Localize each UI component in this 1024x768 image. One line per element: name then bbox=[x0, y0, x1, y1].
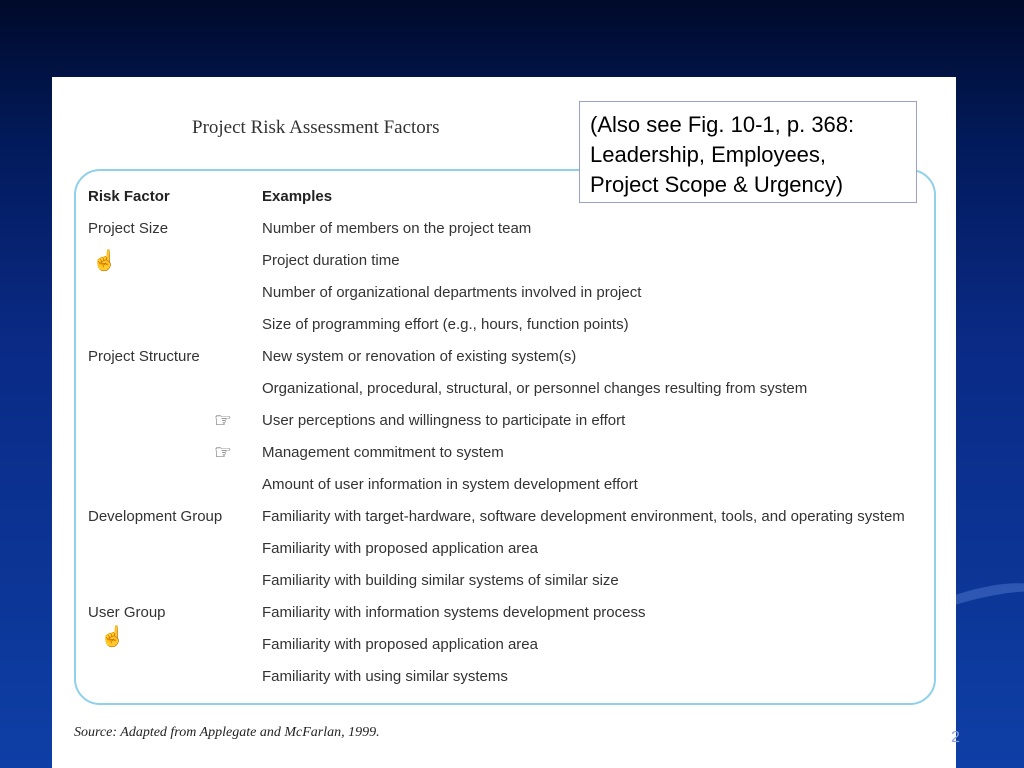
callout-line: Project Scope & Urgency) bbox=[590, 172, 844, 197]
table-row bbox=[88, 626, 924, 661]
table-row bbox=[88, 661, 924, 693]
pointing-right-hand-icon: ☞ bbox=[214, 410, 232, 432]
example-cell: Number of organizational departments involved in project bbox=[262, 284, 642, 301]
table-row bbox=[88, 501, 924, 533]
figure-title: Project Risk Assessment Factors bbox=[192, 117, 440, 138]
table-row bbox=[88, 565, 924, 597]
risk-factor-cell: Project Size bbox=[88, 220, 169, 237]
table-row bbox=[88, 469, 924, 501]
table-row bbox=[88, 597, 924, 629]
slide-number: 2 bbox=[951, 729, 960, 746]
table-row bbox=[88, 277, 924, 309]
callout-line: Leadership, Employees, bbox=[590, 142, 827, 167]
source-note: Source: Adapted from Applegate and McFarlan, 1999. bbox=[74, 725, 380, 740]
table-row bbox=[88, 309, 924, 341]
risk-factor-cell: Project Structure bbox=[88, 348, 200, 365]
example-cell: Management commitment to system bbox=[262, 444, 504, 461]
risk-factor-cell: Development Group bbox=[88, 508, 223, 525]
pointing-up-hand-icon: ☝ bbox=[100, 626, 125, 648]
table-row bbox=[88, 533, 924, 565]
example-cell: Number of members on the project team bbox=[262, 220, 532, 237]
risk-factor-table bbox=[74, 169, 936, 705]
risk-factor-cell: User Group bbox=[88, 604, 166, 621]
header-examples: Examples bbox=[262, 188, 333, 205]
example-cell: Amount of user information in system development effort bbox=[262, 476, 638, 493]
pointing-up-hand-icon: ☝ bbox=[92, 250, 117, 272]
example-cell: Familiarity with proposed application area bbox=[262, 636, 538, 653]
table-row bbox=[88, 373, 924, 405]
callout-box bbox=[579, 101, 917, 203]
example-cell: Size of programming effort (e.g., hours, function points) bbox=[262, 316, 629, 333]
example-cell: Familiarity with building similar systems of similar size bbox=[262, 572, 619, 589]
example-cell: Familiarity with information systems development process bbox=[262, 604, 646, 621]
example-cell: User perceptions and willingness to participate in effort bbox=[262, 412, 626, 429]
table-row bbox=[88, 341, 924, 373]
pointing-right-hand-icon: ☞ bbox=[214, 442, 232, 464]
table-row bbox=[88, 245, 924, 277]
example-cell: Organizational, procedural, structural, or personnel changes resulting from system bbox=[262, 380, 808, 397]
example-cell: New system or renovation of existing system(s) bbox=[262, 348, 577, 365]
slide-content bbox=[52, 77, 956, 768]
callout-line: (Also see Fig. 10-1, p. 368: bbox=[590, 112, 855, 137]
example-cell: Familiarity with using similar systems bbox=[262, 668, 508, 685]
example-cell: Project duration time bbox=[262, 252, 400, 269]
example-cell: Familiarity with target-hardware, software development environment, tools, and operating system bbox=[262, 508, 905, 525]
header-risk-factor: Risk Factor bbox=[88, 188, 170, 205]
table-row bbox=[88, 213, 924, 245]
example-cell: Familiarity with proposed application area bbox=[262, 540, 538, 557]
